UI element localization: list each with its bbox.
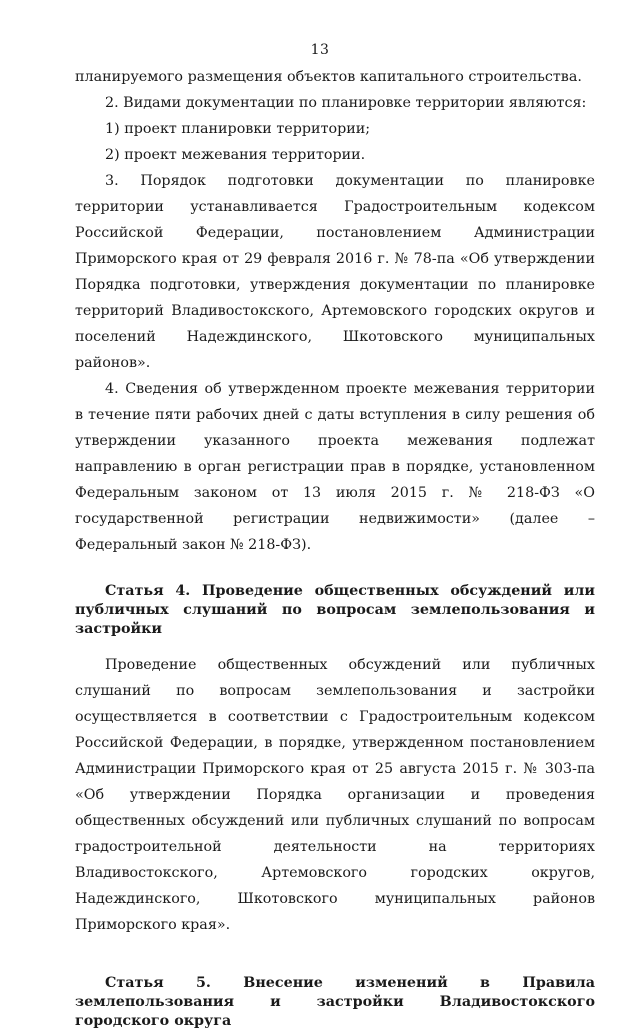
article-4-heading: Статья 4. Проведение общественных обсуждений или публичных слушаний по вопросам землепользования и застройки	[75, 583, 595, 637]
paragraph-preparation-procedure: 3. Порядок подготовки документации по планировке территории устанавливается Градостроительным кодексом Российской Федерации, постановлением Администрации Приморского края от 29 февраля 2016 г. № 78-па «Об утверждении Порядка подготовки, утверждения документации по планировке территорий Владивостокского, Артемовского городских округов и поселений Надеждинского, Шкотовского муниципальных районов».	[75, 173, 595, 371]
paragraph-documentation-types: 2. Видами документации по планировке территории являются:	[105, 95, 587, 111]
document-body	[75, 64, 595, 1031]
list-item-surveying-project: 2) проект межевания территории.	[105, 147, 366, 163]
article-4-text: Проведение общественных обсуждений или публичных слушаний по вопросам землепользования и застройки осуществляется в соответствии с Градостроительным кодексом Российской Федерации, в порядке, утвержденном постановлением Администрации Приморского края от 25 августа 2015 г. № 303-па «Об утверждении Порядка организации и проведения общественных обсуждений или публичных слушаний по вопросам градостроительной деятельности на территориях Владивостокского, Артемовского городских округов, Надеждинского, Шкотовского муниципальных районов Приморского края».	[75, 657, 595, 933]
paragraph-approved-project-info: 4. Сведения об утвержденном проекте межевания территории в течение пяти рабочих дней с даты вступления в силу решения об утверждении указанного проекта межевания подлежат направлению в орган регистрации прав в порядке, установленном Федеральным законом от 13 июля 2015 г. № 218-ФЗ «О государственной регистрации недвижимости» (далее – Федеральный закон № 218-ФЗ).	[75, 381, 595, 553]
list-item-planning-project: 1) проект планировки территории;	[105, 121, 371, 137]
article-5-heading: Статья 5. Внесение изменений в Правила землепользования и застройки Владивостокского городского округа	[75, 975, 595, 1029]
page-number: 13	[310, 42, 330, 58]
paragraph-continuation: планируемого размещения объектов капитального строительства.	[75, 69, 582, 85]
